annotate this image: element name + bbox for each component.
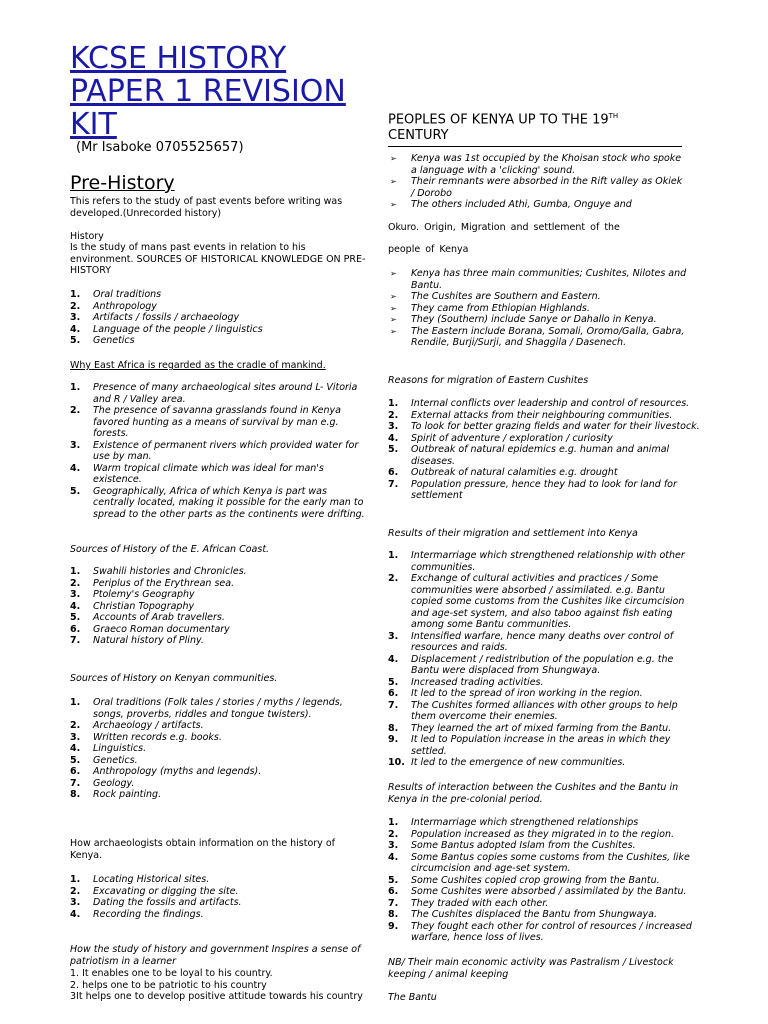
list-item: 5. Genetics — [70, 335, 135, 346]
patriotism-line: 2. helps one to be patriotic to his country — [70, 979, 267, 991]
list-item: 4. Some Bantus copies some customs from the Cushites, like circumcision and age-set system. — [388, 851, 690, 874]
list-item: 3. Ptolemy's Geography — [70, 589, 195, 600]
list-item: 3. Existence of permanent rivers which provided water for use by man. — [70, 439, 359, 462]
archaeology-list — [70, 874, 370, 920]
list-item: 4. Recording the findings. — [70, 908, 204, 920]
list-item: 5. Genetics. — [70, 754, 138, 766]
list-item: 5. Increased trading activities. — [388, 676, 544, 688]
list-item: 5. Some Cushites copied crop growing from the Bantu. — [388, 874, 660, 886]
bullet-icon: ➢ — [390, 303, 397, 313]
list-item: 3. To look for better grazing fields and water for their livestock. — [388, 421, 700, 432]
list-item: ➢ They came from Ethiopian Highlands. — [390, 302, 590, 314]
list-item: 3. Some Bantus adopted Islam from the Cushites. — [388, 840, 636, 851]
list-item: 3. Intensified warfare, hence many deaths over control of resources and raids. — [388, 630, 674, 653]
bantu-heading: The Bantu — [388, 992, 437, 1003]
list-item: 3. Artifacts / fossils / archaeology — [70, 312, 240, 323]
list-item: 7. The Cushites formed alliances with other groups to help them overcome their enemies. — [388, 699, 678, 722]
history-label: History — [70, 231, 104, 242]
bullet-icon: ➢ — [390, 177, 397, 186]
list-item: 9. They fought each other for control of resources / increased warfare, hence loss of lives. — [388, 920, 692, 943]
list-item: 2. External attacks from their neighbouring communities. — [388, 409, 673, 421]
list-item: 1. Intermarriage which strengthened relationships — [388, 817, 639, 828]
cradle-heading: Why East Africa is regarded as the cradle of mankind. — [70, 360, 326, 371]
list-item: 1. Locating Historical sites. — [70, 874, 210, 885]
bullet-icon: ➢ — [390, 154, 397, 163]
list-item: 3. Dating the fossils and artifacts. — [70, 897, 242, 908]
list-item: 2. Exchange of cultural activities and practices / Some communities were absorbed / assimilated. e.g. Bantu copied some customs from the Cushites like circumcision and age-set system, and also taboo against fish eating among some Bantu communities. — [388, 573, 685, 630]
list-item: 7. Natural history of Pliny. — [70, 635, 204, 646]
list-item: ➢ Kenya was 1st occupied by the Khoisan stock who spoke a language with a 'clicking' sound. — [390, 153, 682, 176]
patriotism-line: 3It helps one to develop positive attitude towards his country — [70, 991, 363, 1002]
okuro-line: Okuro. Origin, Migration and settlement of the — [388, 222, 620, 233]
prehistory-definition: This refers to the study of past events before writing was developed.(Unrecorded history) — [70, 196, 343, 219]
interaction-heading: Results of interaction between the Cushites and the Bantu in Kenya in the pre-colonial period. — [388, 782, 679, 805]
list-item: ➢ Kenya has three main communities; Cushites, Nilotes and Bantu. — [390, 268, 687, 291]
patriotism-line: 1. It enables one to be loyal to his country. — [70, 968, 273, 979]
list-item: 2. Archaeology / artifacts. — [70, 720, 204, 731]
document-title: KCSE HISTORY PAPER 1 REVISION KIT — [70, 41, 346, 142]
list-item: ➢ The Cushites are Southern and Eastern. — [390, 291, 601, 302]
coast-sources-list — [70, 566, 370, 647]
list-item: 7. Geology. — [70, 777, 135, 789]
reasons-list — [388, 398, 708, 502]
bullet-icon: ➢ — [390, 292, 397, 301]
kenyan-sources-heading: Sources of History on Kenyan communities. — [70, 673, 278, 684]
history-definition: Is the study of mans past events in relation to his environment. SOURCES OF HISTORICAL KNOWLEDGE ON PRE-HISTORY — [70, 242, 366, 276]
archaeology-heading: How archaeologists obtain information on the history of Kenya. — [70, 838, 335, 861]
list-item: ➢ The Eastern include Borana, Somali, Oromo/Galla, Gabra, Rendile, Burji/Surji, and Shaggila / Dasenech. — [390, 325, 685, 348]
patriotism-lines — [70, 968, 380, 1003]
list-item: 10. It led to the emergence of new communities. — [388, 757, 626, 768]
list-item: 6. Some Cushites were absorbed / assimilated by the Bantu. — [388, 886, 687, 897]
list-item: 3. Written records e.g. books. — [70, 731, 222, 743]
list-item: 6. Outbreak of natural calamities e.g. drought — [388, 467, 618, 478]
results-list — [388, 550, 688, 769]
list-item: 4. Spirit of adventure / exploration / curiosity — [388, 432, 613, 444]
prehistory-heading: Pre-History — [70, 172, 175, 194]
list-item: 1. Oral traditions (Folk tales / stories / myths / legends, songs, proverbs, riddles and tongue twisters). — [70, 697, 343, 720]
list-item: 4. Christian Topography — [70, 600, 195, 612]
interaction-list — [388, 817, 708, 944]
list-item: 1. Presence of many archaeological sites around L- Vitoria and R / Valley area. — [70, 382, 358, 405]
list-item: 8. They learned the art of mixed farming from the Bantu. — [388, 722, 672, 734]
superscript-th: TH — [608, 112, 619, 120]
list-item: 6. Graeco Roman documentary — [70, 623, 230, 635]
list-item: 4. Warm tropical climate which was ideal for man's existence. — [70, 462, 324, 485]
prehistory-sources-list — [70, 289, 368, 347]
list-item: 7. Population pressure, hence they had to look for land for settlement — [388, 478, 677, 501]
list-item: 2. Anthropology — [70, 300, 157, 312]
list-item: 6. It led to the spread of iron working in the region. — [388, 688, 643, 699]
list-item: 8. The Cushites displaced the Bantu from Shungwaya. — [388, 909, 657, 920]
list-item: 2. Population increased as they migrated in to the region. — [388, 828, 674, 840]
list-item: 4. Language of the people / linguistics — [70, 323, 263, 335]
list-item: 1. Intermarriage which strengthened relationship with other communities. — [388, 550, 685, 573]
okuro-line-2: people of Kenya — [388, 244, 469, 255]
list-item: 6. Anthropology (myths and legends). — [70, 766, 262, 777]
bullet-icon: ➢ — [390, 200, 397, 209]
bullet-icon: ➢ — [390, 326, 397, 336]
patriotism-heading: How the study of history and government Inspires a sense of patriotism in a learner — [70, 944, 361, 967]
list-item: 1. Swahili histories and Chronicles. — [70, 566, 247, 577]
communities-list — [388, 268, 688, 349]
list-item: 1. Oral traditions — [70, 289, 162, 300]
reasons-heading: Reasons for migration of Eastern Cushites — [388, 375, 589, 386]
list-item: 9. It led to Population increase in the areas in which they settled. — [388, 734, 671, 757]
list-item: 1. Internal conflicts over leadership and control of resources. — [388, 398, 690, 409]
bullet-icon: ➢ — [390, 315, 397, 324]
list-item: ➢ They (Southern) include Sanye or Dahallo in Kenya. — [390, 314, 657, 325]
kenyan-sources-list — [70, 697, 370, 801]
list-item: 5. Geographically, Africa of which Kenya is part was centrally located, making it possible for the early man to spread to the other parts as the continents were drifting. — [70, 485, 365, 520]
list-item: 8. Rock painting. — [70, 789, 162, 800]
list-item: 4. Linguistics. — [70, 743, 147, 754]
bullet-icon: ➢ — [390, 269, 397, 278]
coast-sources-heading: Sources of History of the E. African Coast. — [70, 544, 270, 555]
author-line: (Mr Isaboke 0705525657) — [76, 140, 244, 155]
list-item: 2. Periplus of the Erythrean sea. — [70, 577, 235, 589]
list-item: 2. Excavating or digging the site. — [70, 885, 239, 897]
list-item: 5. Outbreak of natural epidemics e.g. human and animal diseases. — [388, 444, 670, 467]
list-item: 2. The presence of savanna grasslands found in Kenya favored hunting as a means of survival by man e.g. forests. — [70, 405, 341, 439]
results-heading: Results of their migration and settlement into Kenya — [388, 528, 638, 539]
list-item: 4. Displacement / redistribution of the population e.g. the Bantu were displaced from Shungwaya. — [388, 653, 674, 676]
list-item: ➢ The others included Athi, Gumba, Onguye and — [390, 199, 632, 210]
peoples-heading: PEOPLES OF KENYA UP TO THE 19TH CENTURY — [388, 108, 682, 147]
list-item: 7. They traded with each other. — [388, 897, 549, 909]
khoisan-list — [388, 153, 688, 211]
list-item: 5. Accounts of Arab travellers. — [70, 612, 225, 623]
list-item: ➢ Their remnants were absorbed in the Rift valley as Okiek / Dorobo — [390, 176, 683, 199]
nb-note: NB/ Their main economic activity was Pastralism / Livestock keeping / animal keeping — [388, 957, 674, 980]
cradle-list — [70, 382, 370, 520]
